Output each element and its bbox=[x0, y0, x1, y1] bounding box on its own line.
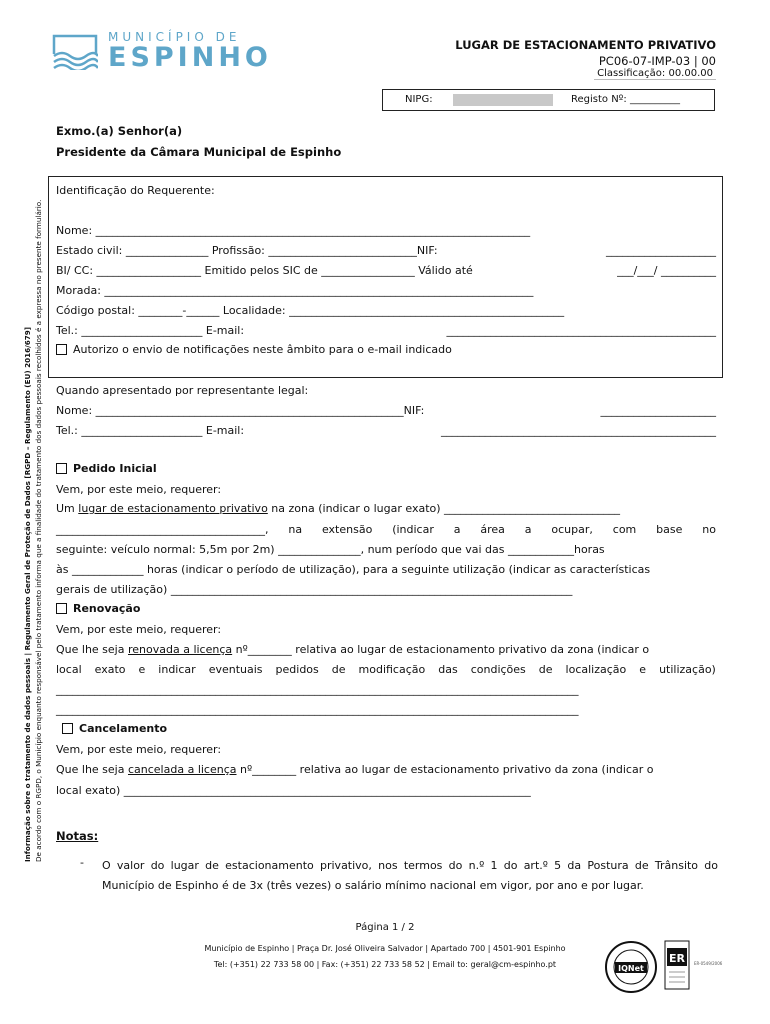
reference-box bbox=[382, 89, 715, 111]
gdpr-note-line2: De acordo com o RGPD, o Município enquanto responsável pelo tratamento informa que a finalidade do tratamento dos dados pessoais recolhidos é a expressa no presente formulário. bbox=[34, 199, 43, 862]
salutation-line1: Exmo.(a) Senhor(a) bbox=[56, 124, 183, 138]
renewal-line4[interactable]: _______________________________________________________________________________________________ bbox=[56, 703, 579, 716]
consent-row bbox=[56, 343, 716, 356]
rn-l2-w9: condições bbox=[470, 663, 526, 676]
renewal-l1b: renovada a licença bbox=[127, 643, 233, 656]
rn-l2-w11: localização bbox=[565, 663, 627, 676]
requester-name-field[interactable]: Nome: _______________________________________________________________________________ bbox=[56, 224, 531, 237]
requester-nif-field[interactable]: ____________________ bbox=[606, 244, 716, 257]
cancellation-line2[interactable]: local exato) __________________________________________________________________________ bbox=[56, 784, 531, 797]
rn-l2-w3: indicar bbox=[158, 663, 196, 676]
representative-heading: Quando apresentado por representante legal: bbox=[56, 384, 309, 397]
gdpr-side-note bbox=[22, 172, 48, 862]
requester-heading: Identificação do Requerente: bbox=[56, 184, 215, 197]
representative-nif-field[interactable]: _____________________ bbox=[600, 404, 716, 417]
ir-l2-w2: extensão bbox=[321, 523, 373, 536]
requester-email-field[interactable]: _________________________________________________ bbox=[446, 324, 716, 337]
representative-email-field[interactable]: __________________________________________________ bbox=[441, 424, 716, 437]
form-title: LUGAR DE ESTACIONAMENTO PRIVATIVO bbox=[455, 38, 716, 52]
consent-checkbox[interactable] bbox=[56, 344, 67, 355]
logo-text-line2: ESPINHO bbox=[108, 42, 272, 73]
initial-request-line4[interactable]: às _____________ horas (indicar o período de utilização), para a seguinte utilização (indicar as características bbox=[56, 563, 651, 576]
cancellation-l1c[interactable]: nº________ relativa ao lugar de estacionamento privativo da zona (indicar o bbox=[236, 763, 654, 776]
requester-address-field[interactable]: Morada: ______________________________________________________________________________ bbox=[56, 284, 534, 297]
requester-id-left[interactable]: BI/ CC: ___________________ Emitido pelos SIC de _________________ Válido até bbox=[56, 264, 473, 277]
cancellation-line1 bbox=[56, 763, 716, 776]
renewal-intro: Vem, por este meio, requerer: bbox=[56, 623, 222, 636]
gdpr-note-line1: Informação sobre o tratamento de dados pessoais | Regulamento Geral de Proteção de Dados [RGPD – Regulamento (EU) 2016/679] bbox=[23, 326, 32, 862]
ir-l2-w5: área bbox=[480, 523, 505, 536]
iqnet-certification-seal-icon bbox=[604, 940, 658, 994]
ir-l2-w0[interactable]: ______________________________________, bbox=[56, 523, 269, 536]
rn-l2-w13: utilização) bbox=[659, 663, 716, 676]
er-certification-mark-icon bbox=[664, 940, 690, 990]
initial-request-l1b: lugar de estacionamento privativo bbox=[78, 502, 268, 515]
salutation-line2: Presidente da Câmara Municipal de Espinho bbox=[56, 145, 342, 159]
ir-l2-w9: base bbox=[656, 523, 683, 536]
logo-text-line1: MUNICÍPIO DE bbox=[108, 30, 241, 44]
rn-l2-w1: exato bbox=[94, 663, 126, 676]
renewal-row bbox=[56, 602, 716, 615]
rn-l2-w6: de bbox=[331, 663, 346, 676]
cancellation-l1b: cancelada a licença bbox=[127, 763, 237, 776]
representative-name-row bbox=[56, 404, 716, 417]
initial-request-row bbox=[56, 462, 716, 475]
initial-request-line5[interactable]: gerais de utilização) _________________________________________________________________________ bbox=[56, 583, 573, 596]
rn-l2-w10: de bbox=[538, 663, 553, 676]
ir-l2-w10: no bbox=[702, 523, 716, 536]
ir-l2-w8: com bbox=[612, 523, 637, 536]
footer-address: Município de Espinho | Praça Dr. José Oliveira Salvador | Apartado 700 | 4501-901 Espinho bbox=[204, 944, 566, 953]
nipg-field[interactable] bbox=[453, 94, 553, 106]
rn-l2-w8: das bbox=[438, 663, 458, 676]
nipg-label: NIPG: bbox=[405, 94, 433, 105]
notes-title: Notas: bbox=[56, 829, 99, 843]
initial-request-l1c[interactable]: na zona (indicar o lugar exato) ________________________________ bbox=[267, 502, 621, 515]
municipality-logo bbox=[52, 30, 272, 74]
renewal-l1c[interactable]: nº________ relativa ao lugar de estacionamento privativo da zona (indicar o bbox=[232, 643, 650, 656]
requester-civil-left[interactable]: Estado civil: _______________ Profissão: ___________________________NIF: bbox=[56, 244, 438, 257]
rn-l2-w2: e bbox=[138, 663, 146, 676]
note-bullet: - bbox=[80, 856, 84, 869]
initial-request-line1 bbox=[56, 502, 716, 515]
renewal-line3[interactable]: _______________________________________________________________________________________________ bbox=[56, 683, 579, 696]
cancellation-l1a: Que lhe seja bbox=[56, 763, 128, 776]
rn-l2-w5: pedidos bbox=[275, 663, 319, 676]
rn-l2-w4: eventuais bbox=[208, 663, 263, 676]
rn-l2-w12: e bbox=[639, 663, 647, 676]
initial-request-l1a: Um bbox=[56, 502, 79, 515]
ir-l2-w4: a bbox=[453, 523, 461, 536]
initial-request-line3[interactable]: seguinte: veículo normal: 5,5m por 2m) _______________, num período que vai das ____________horas bbox=[56, 543, 605, 556]
form-code: PC06-07-IMP-03 | 00 bbox=[598, 54, 716, 68]
renewal-checkbox[interactable] bbox=[56, 603, 67, 614]
ir-l2-w6: a bbox=[524, 523, 532, 536]
representative-tel-row bbox=[56, 424, 716, 437]
cancellation-checkbox[interactable] bbox=[62, 723, 73, 734]
ir-l2-w1: na bbox=[288, 523, 303, 536]
er-mark-text: ER bbox=[669, 952, 685, 965]
requester-postal-field[interactable]: Código postal: ________-______ Localidade: __________________________________________________ bbox=[56, 304, 565, 317]
consent-label: Autorizo o envio de notificações neste âmbito para o e-mail indicado bbox=[73, 343, 452, 356]
page-number: Página 1 / 2 bbox=[355, 922, 415, 933]
iqnet-seal-text: IQNet bbox=[618, 964, 644, 973]
note-text: O valor do lugar de estacionamento privativo, nos termos do n.º 1 do art.º 5 da Postura de Trânsito do Município de Espinho é de 3x (três vezes) o salário mínimo nacional em vigor, por ano e por lugar. bbox=[102, 859, 718, 892]
renewal-line1 bbox=[56, 643, 716, 656]
cancellation-title: Cancelamento bbox=[79, 722, 168, 735]
form-classification: Classificação: 00.00.00 bbox=[594, 68, 716, 80]
requester-civil-row bbox=[56, 244, 716, 257]
rn-l2-w7: modificação bbox=[358, 663, 426, 676]
cancellation-row bbox=[62, 722, 722, 735]
representative-name-field[interactable]: Nome: ________________________________________________________NIF: bbox=[56, 404, 425, 417]
requester-id-row bbox=[56, 264, 716, 277]
registo-label: Registo Nº: __________ bbox=[571, 94, 680, 105]
rn-l2-w0: local bbox=[56, 663, 82, 676]
renewal-title: Renovação bbox=[73, 602, 141, 615]
requester-tel-left[interactable]: Tel.: ______________________ E-mail: bbox=[56, 324, 245, 337]
initial-request-line2 bbox=[56, 523, 716, 536]
cert-code: ER-0549/2006 bbox=[694, 961, 723, 966]
requester-tel-row bbox=[56, 324, 716, 337]
initial-request-checkbox[interactable] bbox=[56, 463, 67, 474]
cancellation-intro: Vem, por este meio, requerer: bbox=[56, 743, 222, 756]
ir-l2-w3: (indicar bbox=[392, 523, 434, 536]
renewal-l1a: Que lhe seja bbox=[56, 643, 128, 656]
renewal-line2 bbox=[56, 663, 716, 676]
initial-request-title: Pedido Inicial bbox=[73, 462, 157, 475]
initial-request-intro: Vem, por este meio, requerer: bbox=[56, 483, 222, 496]
footer-contacts: Tel: (+351) 22 733 58 00 | Fax: (+351) 22 733 58 52 | Email to: geral@cm-espinho.pt bbox=[213, 960, 557, 969]
waves-logo-icon bbox=[52, 32, 98, 70]
requester-valid-field[interactable]: ___/___/ __________ bbox=[617, 264, 716, 277]
representative-tel-field[interactable]: Tel.: ______________________ E-mail: bbox=[56, 424, 245, 437]
ir-l2-w7: ocupar, bbox=[551, 523, 593, 536]
